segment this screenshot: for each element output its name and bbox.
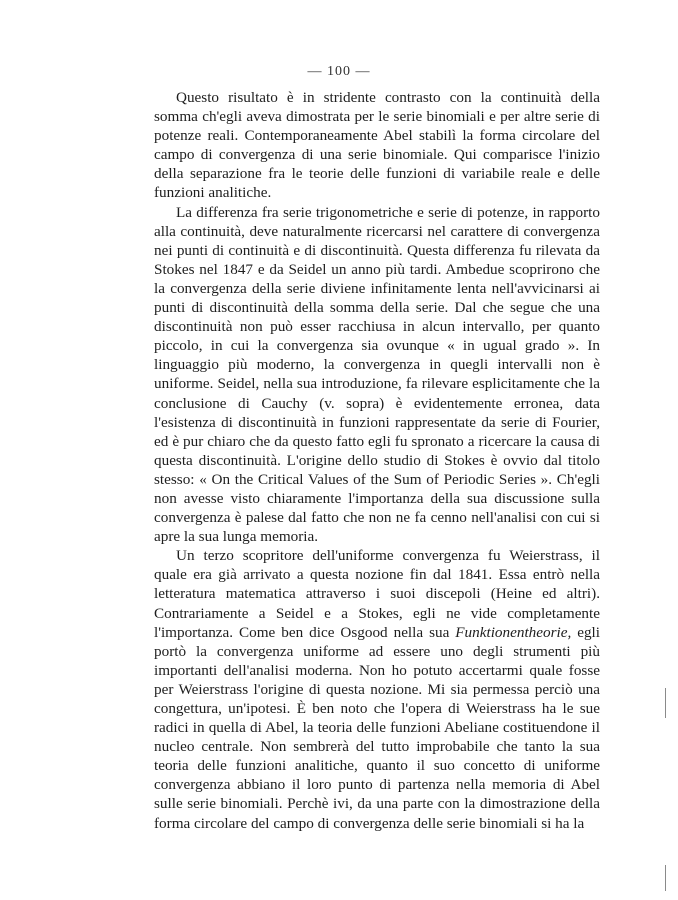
scan-margin-mark [665,688,666,718]
paragraph-3-text-before: Un terzo scopritore dell'uniforme convergenza fu Weierstrass, il quale era già arrivato a questa nozione fin dal 1841. Essa entrò nella letteratura matematica attraverso i suoi discepoli (Heine ed altri). Contrariamente a Seidel e a Stokes, egli ne vide completamente l'importanza. Come ben dice Osgood nella sua [154,547,600,641]
scan-margin-mark [665,865,666,891]
paragraph-3 [154,546,600,832]
body-text [154,88,600,833]
page-number: — 100 — [307,64,371,79]
paragraph-2: La differenza fra serie trigonometriche e serie di potenze, in rapporto alla continuità, deve naturalmente ricercarsi nel carattere di convergenza nei punti di continuità e di discontinuità. Questa differenza fu rilevata da Stokes nel 1847 e da Seidel un anno più tardi. Ambedue scoprirono che la convergenza della serie diviene infinitamente lenta nell'avvicinarsi ai punti di discontinuità della somma della serie. Dal che segue che una discontinuità non può esser racchiusa in alcun intervallo, per quanto piccolo, in cui la convergenza sia ovunque « in ugual grado ». In linguaggio più moderno, la convergenza in quegli intervalli non è uniforme. Seidel, nella sua introduzione, fa rilevare esplicitamente che la conclusione di Cauchy (v. sopra) è evidentemente erronea, data l'esistenza di discontinuità in funzioni rappresentate da serie di Fourier, ed è pur chiaro che da questo fatto egli fu spronato a ricercare la causa di questa discontinuità. L'origine dello studio di Stokes è ovvio dal titolo stesso: « On the Critical Values of the Sum of Periodic Series ». Ch'egli non avesse visto chiaramente l'importanza della sua discussione sulla convergenza è palese dal fatto che non ne fa cenno nell'analisi con cui si apre la sua lunga memoria. [154,203,600,546]
paragraph-1: Questo risultato è in stridente contrasto con la continuità della somma ch'egli aveva dimostrata per le serie binomiali e per altre serie di potenze reali. Contemporaneamente Abel stabilì la forma circolare del campo di convergenza di una serie binomiale. Qui comparisce l'inizio della separazione fra le teorie delle funzioni di variabile reale e delle funzioni analitiche. [154,89,600,202]
paragraph-3-text-after: egli portò la convergenza uniforme ad essere uno degli strumenti più importanti dell'analisi moderna. Non ho potuto accertarmi quale fosse per Weierstrass l'origine di questa nozione. Mi sia permessa perciò una congettura, un'ipotesi. È ben noto che l'opera di Weierstrass ha le sue radici in quella di Abel, la teoria delle funzioni Abeliane costituendone il nucleo centrale. Non sembrerà del tutto improbabile che tanto la sua teoria delle funzioni analitiche, quanto il suo concetto di uniforme convergenza abbiano il loro punto di partenza nella memoria di Abel sulle serie binomiali. Perchè ivi, da una parte con la dimostrazione della forma circolare del campo di convergenza delle serie binomiali si ha la [154,623,600,832]
book-title-funktionentheorie: Funktionentheorie, [455,623,572,641]
